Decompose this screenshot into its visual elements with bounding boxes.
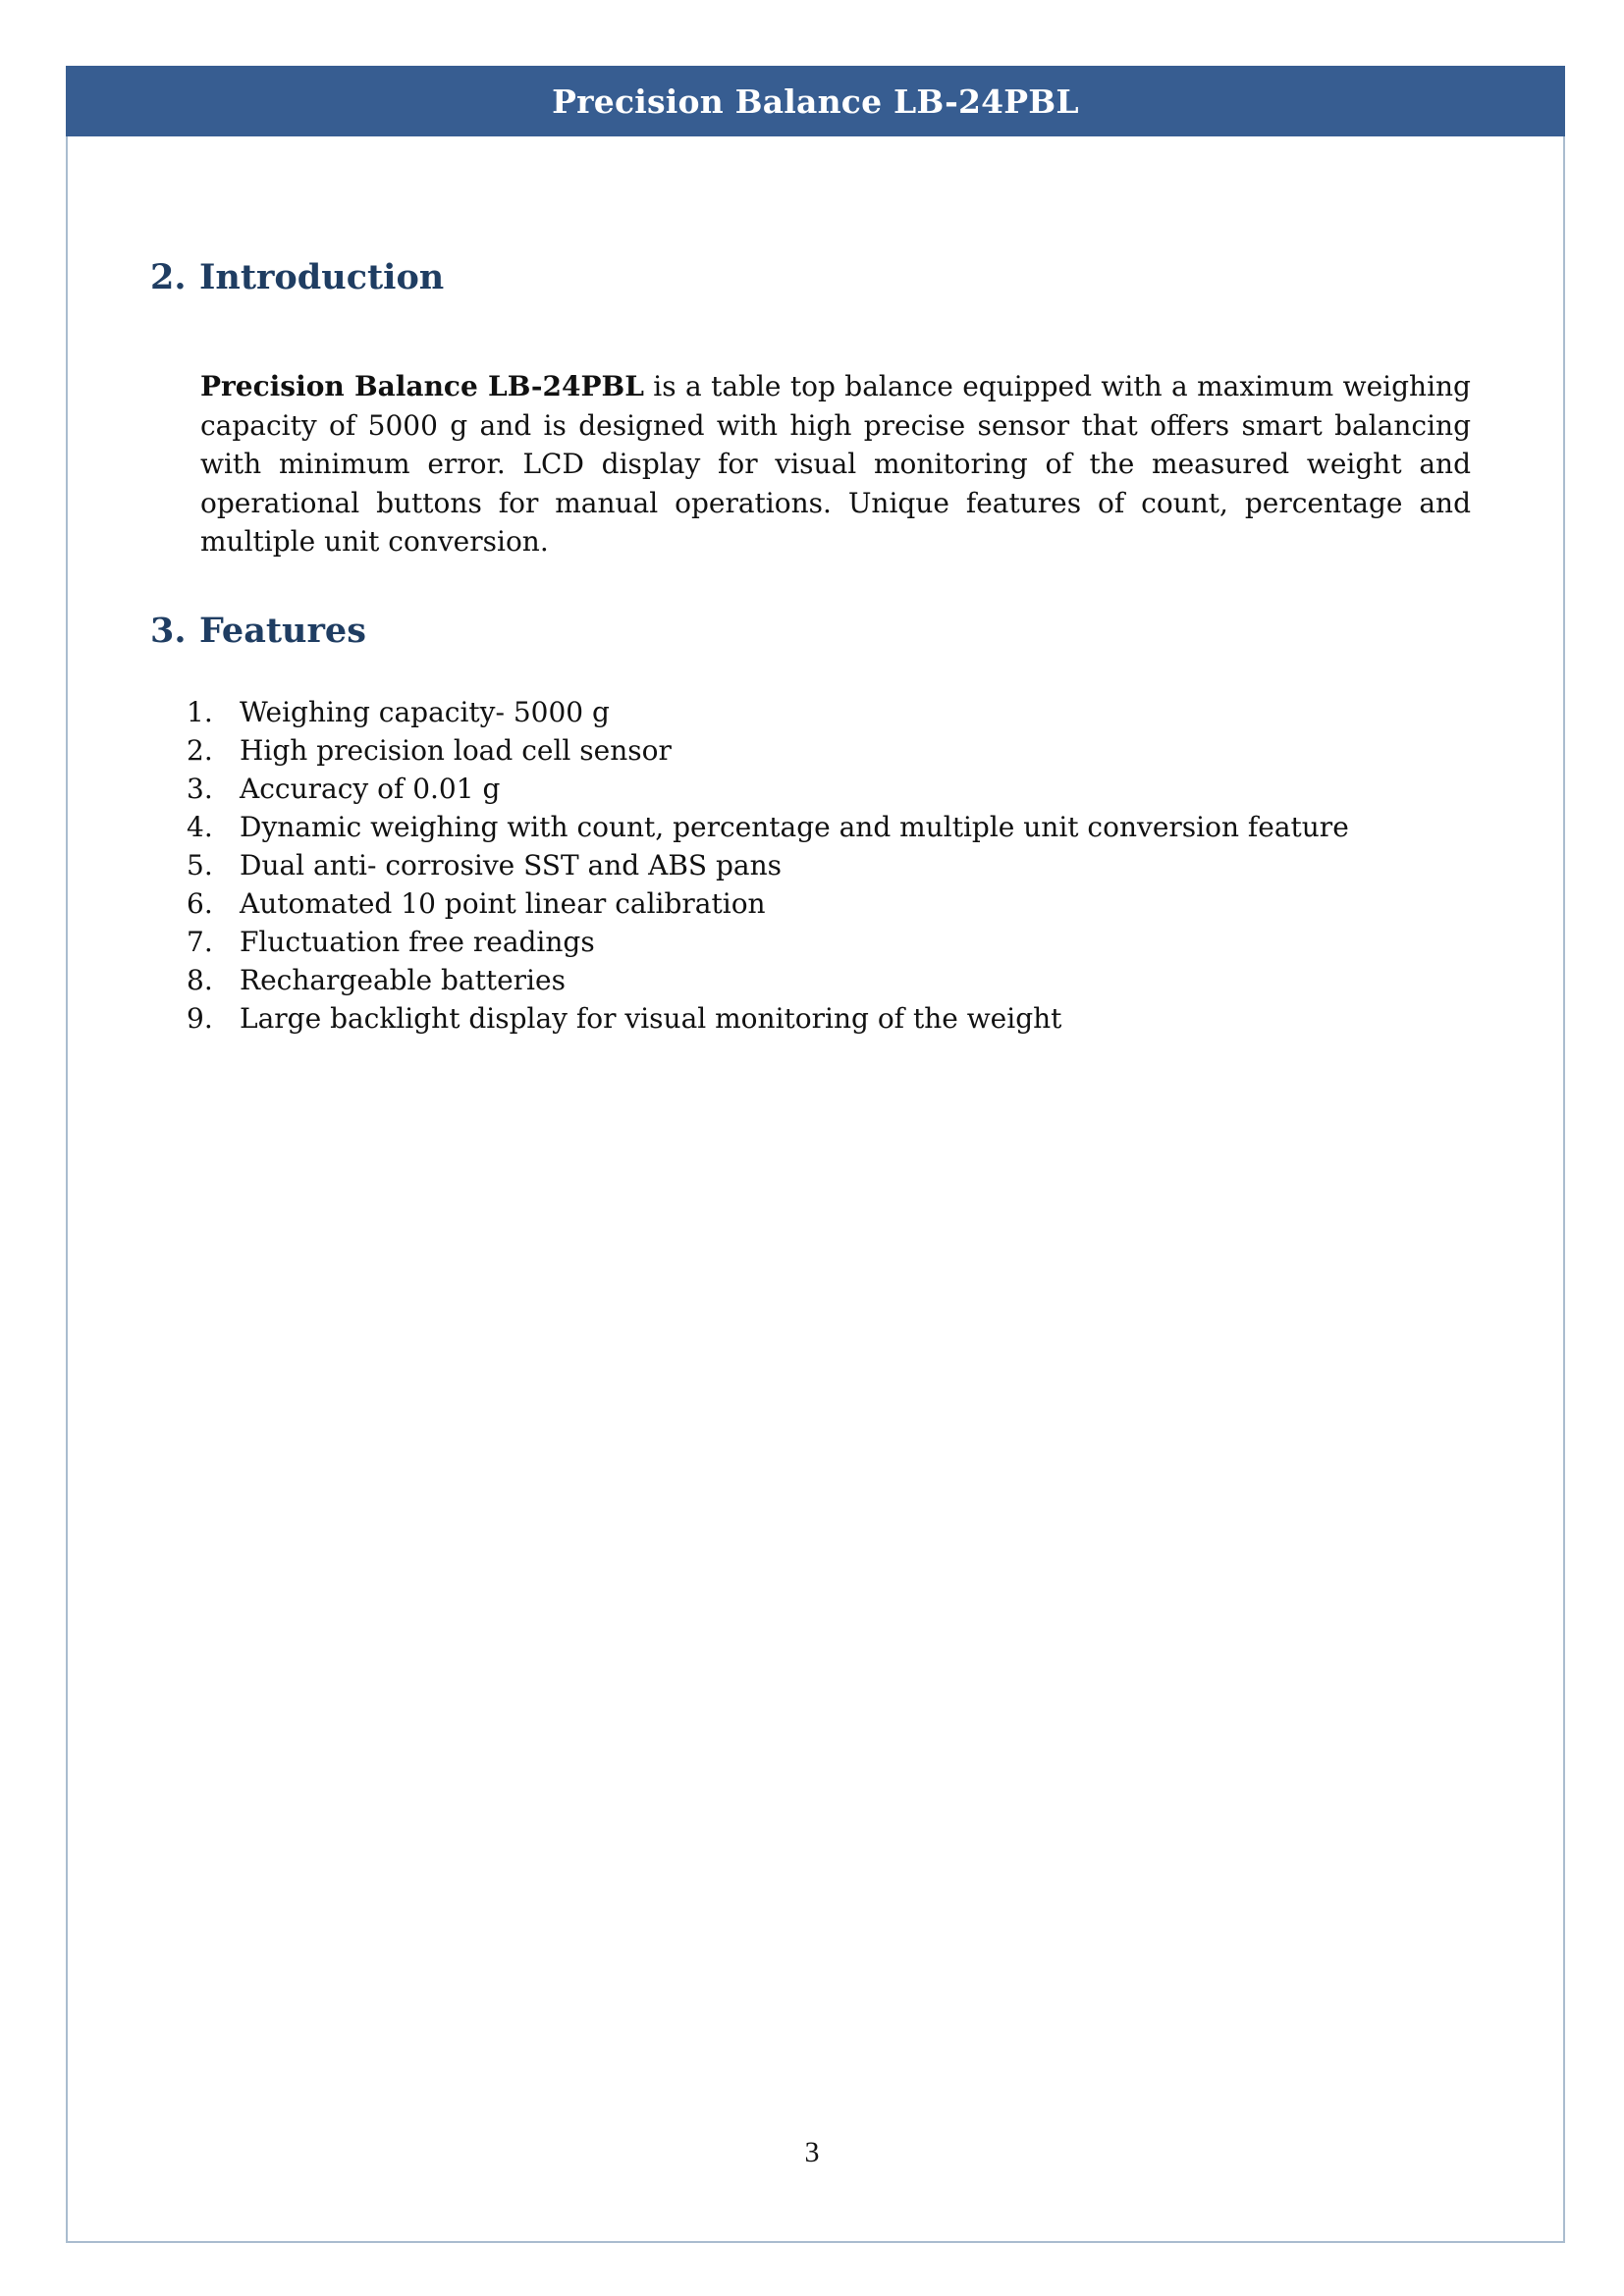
features-list bbox=[187, 693, 1349, 1038]
feature-item bbox=[187, 999, 1349, 1038]
introduction-paragraph bbox=[200, 367, 1471, 561]
feature-number: 8. bbox=[187, 964, 213, 996]
feature-text: Automated 10 point linear calibration bbox=[240, 887, 766, 920]
feature-item bbox=[187, 693, 1349, 731]
document-title: Precision Balance LB-24PBL bbox=[552, 81, 1079, 121]
feature-text: Large backlight display for visual monitoring of the weight bbox=[240, 1002, 1062, 1035]
features-heading bbox=[150, 611, 366, 651]
feature-text: Rechargeable batteries bbox=[240, 964, 566, 996]
feature-number: 6. bbox=[187, 887, 213, 920]
feature-item bbox=[187, 846, 1349, 884]
feature-item bbox=[187, 770, 1349, 808]
feature-number: 4. bbox=[187, 811, 213, 843]
features-title: Features bbox=[199, 611, 366, 651]
features-number: 3. bbox=[150, 611, 187, 651]
feature-text: Dynamic weighing with count, percentage and multiple unit conversion feature bbox=[240, 811, 1349, 843]
feature-number: 9. bbox=[187, 1002, 213, 1035]
feature-item bbox=[187, 961, 1349, 999]
feature-number: 5. bbox=[187, 849, 213, 881]
header-bar bbox=[66, 66, 1565, 136]
introduction-number: 2. bbox=[150, 257, 187, 297]
feature-item bbox=[187, 923, 1349, 961]
introduction-text: is a table top balance equipped with a maximum weighing capacity of 5000 g and is designed with high precise sensor that offers smart balancing with minimum error. LCD display for visual monitoring of the measured weight and operational buttons for manual operations. Unique features of count, percentage and multiple unit conversion. bbox=[200, 370, 1471, 558]
feature-text: Fluctuation free readings bbox=[240, 926, 595, 958]
feature-number: 3. bbox=[187, 773, 213, 805]
feature-text: High precision load cell sensor bbox=[240, 734, 672, 767]
feature-item bbox=[187, 884, 1349, 923]
feature-text: Dual anti- corrosive SST and ABS pans bbox=[240, 849, 783, 881]
page-number: 3 bbox=[804, 2136, 820, 2168]
feature-number: 1. bbox=[187, 696, 213, 728]
introduction-title: Introduction bbox=[199, 257, 445, 297]
feature-item bbox=[187, 731, 1349, 770]
feature-item bbox=[187, 808, 1349, 846]
feature-number: 7. bbox=[187, 926, 213, 958]
feature-text: Accuracy of 0.01 g bbox=[240, 773, 501, 805]
feature-number: 2. bbox=[187, 734, 213, 767]
introduction-heading bbox=[150, 257, 444, 297]
feature-text: Weighing capacity- 5000 g bbox=[240, 696, 610, 728]
product-name: Precision Balance LB-24PBL bbox=[200, 370, 644, 402]
